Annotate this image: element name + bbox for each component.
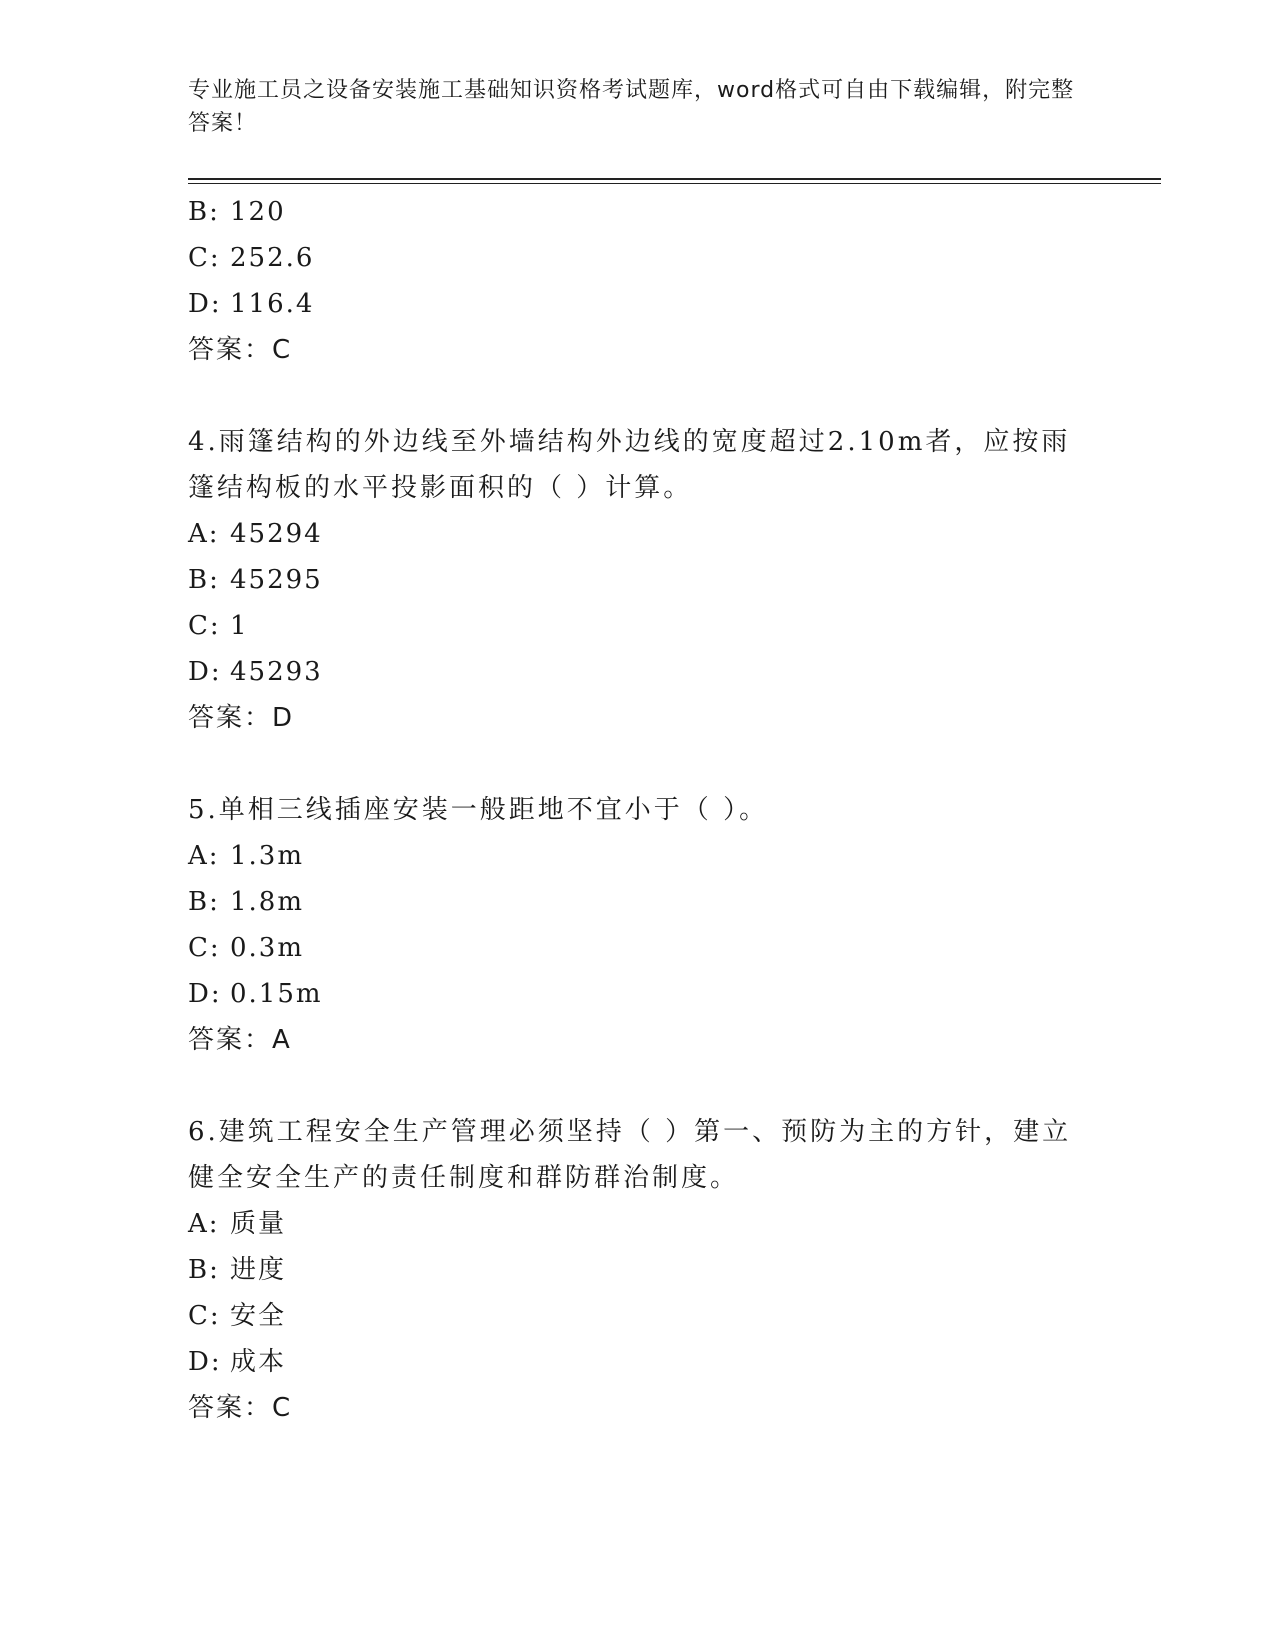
answer-line: 答案：C (188, 1393, 293, 1423)
option-c (188, 1293, 1088, 1339)
option-text: 45295 (230, 565, 323, 595)
option-d (188, 1339, 1088, 1385)
option-b (188, 1247, 1088, 1293)
question-list (188, 189, 1088, 1431)
option-text: 120 (230, 197, 286, 227)
option-d (188, 971, 1088, 1017)
answer-line: 答案：A (188, 1025, 292, 1055)
option-text: 安全 (230, 1301, 287, 1331)
option-letter: D: (188, 1347, 222, 1377)
option-a (188, 833, 1088, 879)
option-c (188, 925, 1088, 971)
option-letter: A: (188, 841, 220, 871)
header-title: 专业施工员之设备安装施工基础知识资格考试题库，word格式可自由下载编辑，附完整答案！ (188, 78, 1075, 136)
answer-line: 答案：D (188, 703, 295, 733)
option-letter: B: (188, 197, 220, 227)
option-c (188, 235, 1088, 281)
option-b (188, 879, 1088, 925)
option-letter: B: (188, 887, 220, 917)
option-text: 进度 (230, 1255, 287, 1285)
question-6 (188, 1109, 1088, 1431)
header-divider-thin (188, 183, 1161, 184)
option-letter: C: (188, 611, 221, 641)
option-letter: C: (188, 1301, 221, 1331)
question-text: 4.雨篷结构的外边线至外墙结构外边线的宽度超过2.10m者，应按雨篷结构板的水平投影面积的（ ）计算。 (188, 427, 1071, 503)
option-letter: D: (188, 657, 222, 687)
option-c (188, 603, 1088, 649)
continued-question (188, 189, 1088, 373)
document-header (188, 74, 1088, 140)
option-text: 45294 (230, 519, 323, 549)
option-a (188, 1201, 1088, 1247)
option-text: 1.8m (230, 887, 305, 917)
question-text: 6.建筑工程安全生产管理必须坚持（ ）第一、预防为主的方针，建立健全安全生产的责任制度和群防群治制度。 (188, 1117, 1072, 1193)
option-a (188, 511, 1088, 557)
option-text: 1 (230, 611, 249, 641)
option-text: 45293 (230, 657, 323, 687)
option-letter: C: (188, 243, 221, 273)
question-5 (188, 787, 1088, 1063)
option-letter: D: (188, 979, 222, 1009)
option-d (188, 281, 1088, 327)
option-letter: D: (188, 289, 222, 319)
option-letter: A: (188, 519, 220, 549)
header-divider-thick (188, 178, 1161, 180)
option-text: 0.3m (230, 933, 305, 963)
option-text: 0.15m (230, 979, 323, 1009)
option-text: 成本 (230, 1347, 287, 1377)
option-d (188, 649, 1088, 695)
option-letter: C: (188, 933, 221, 963)
option-text: 116.4 (230, 289, 315, 319)
option-letter: B: (188, 1255, 220, 1285)
answer-line: 答案：C (188, 335, 293, 365)
option-b (188, 189, 1088, 235)
option-letter: B: (188, 565, 220, 595)
option-text: 252.6 (230, 243, 315, 273)
option-text: 质量 (230, 1209, 287, 1239)
option-b (188, 557, 1088, 603)
option-text: 1.3m (230, 841, 305, 871)
option-letter: A: (188, 1209, 220, 1239)
question-4 (188, 419, 1088, 741)
question-text: 5.单相三线插座安装一般距地不宜小于（ ）。 (188, 795, 769, 825)
